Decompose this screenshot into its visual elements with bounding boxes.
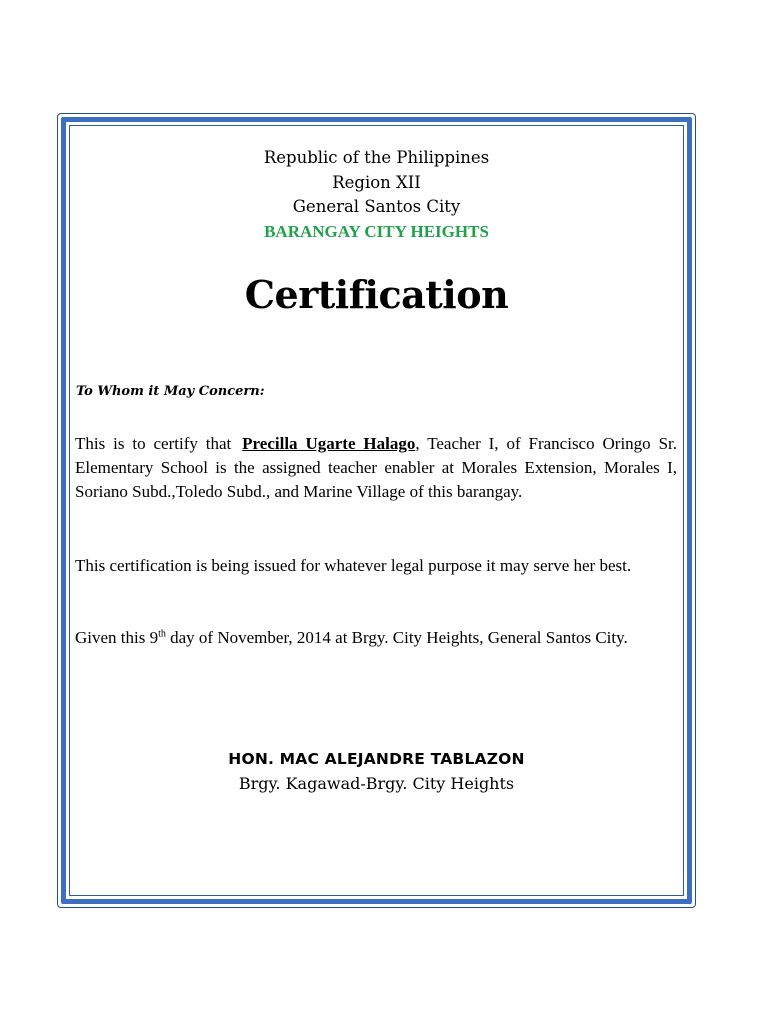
p3-suffix: day of November, 2014 at Brgy. City Heights, General Santos City. [165, 628, 628, 647]
document-title: Certification [244, 272, 509, 317]
salutation: To Whom it May Concern: [76, 384, 265, 399]
purpose-paragraph: This certification is being issued for whatever legal purpose it may serve her best. [75, 556, 632, 575]
barangay-line: BARANGAY CITY HEIGHTS [264, 221, 489, 241]
issuance-paragraph [75, 626, 677, 650]
certification-paragraph [75, 432, 677, 504]
letterhead [69, 146, 684, 244]
signatory-block [69, 747, 684, 796]
city-line: General Santos City [292, 197, 461, 216]
p3-prefix: Given this 9 [75, 628, 159, 647]
signatory-name: HON. MAC ALEJANDRE TABLAZON [228, 750, 525, 768]
country-line: Republic of the Philippines [263, 148, 490, 167]
p1-prefix: This is to certify that [75, 434, 232, 453]
region-line: Region XII [332, 172, 421, 192]
certified-person-name: Precilla Ugarte Halago [242, 434, 416, 453]
ordinal-suffix: th [158, 628, 166, 640]
p1-suffix: , Teacher I, of Francisco Oringo Sr. Elementary School is the assigned teacher enabler at Morales Extension, Morales I, Soriano Subd.,Toledo Subd., and Marine Village of this barangay. [75, 434, 678, 501]
signatory-position: Brgy. Kagawad-Brgy. City Heights [238, 774, 515, 793]
